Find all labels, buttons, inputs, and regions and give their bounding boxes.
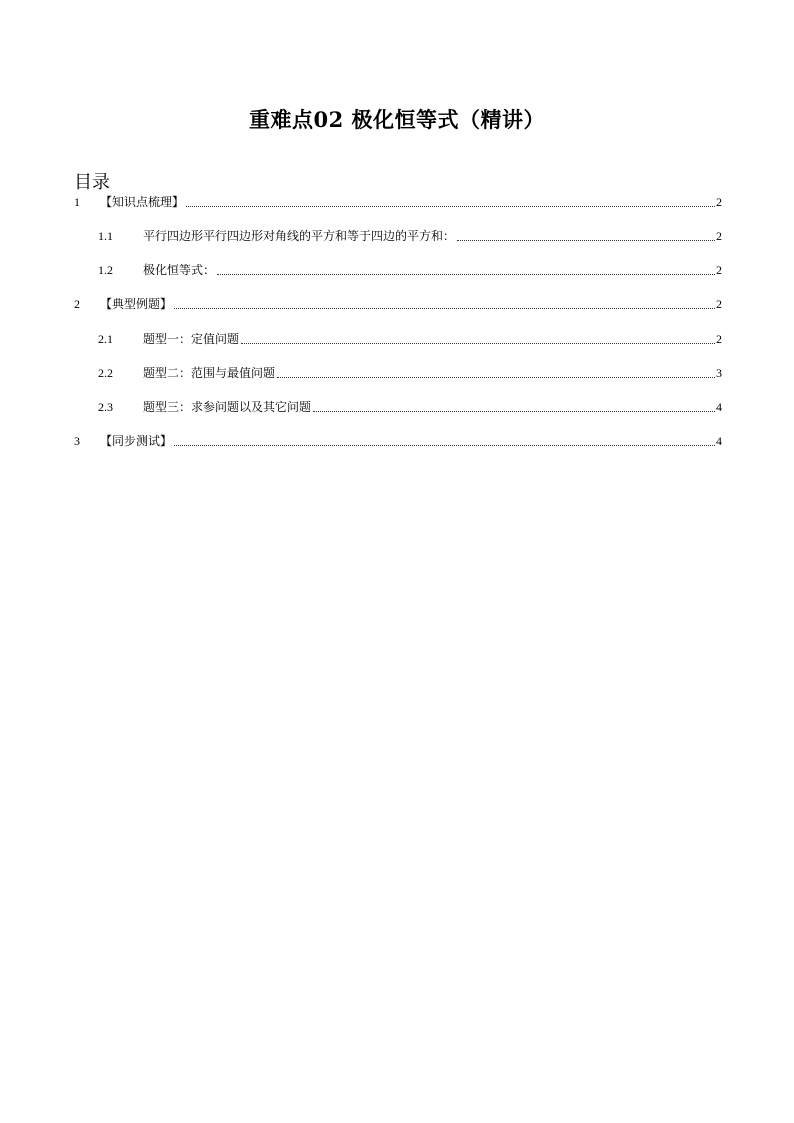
toc-entry-number: 2.3: [98, 400, 113, 414]
toc-entry-label: 【知识点梳理】: [100, 195, 185, 209]
toc-entry-typical-examples[interactable]: [74, 294, 722, 312]
toc-entry-parallelogram-diagonals[interactable]: [98, 226, 722, 244]
toc-entry-page: 4: [716, 400, 722, 414]
toc-entry-type-one[interactable]: [98, 329, 722, 347]
toc-entry-page: 2: [716, 195, 722, 209]
toc-dot-leader: [217, 273, 715, 275]
toc-dot-leader: [313, 410, 715, 412]
document-title: 重难点02 极化恒等式（精讲）: [248, 107, 546, 132]
toc-entry-number: 2: [74, 297, 80, 311]
toc-entry-number: 2.1: [98, 332, 113, 346]
toc-entry-number: 1: [74, 195, 80, 209]
toc-entry-page: 2: [716, 297, 722, 311]
toc-entry-label: 【典型例题】: [100, 297, 173, 311]
toc-heading: 目录: [74, 172, 110, 193]
toc-entry-label: 题型一：定值问题: [143, 332, 240, 346]
toc-entry-type-two[interactable]: [98, 363, 722, 381]
toc-entry-label: 题型二：范围与最值问题: [143, 366, 276, 380]
toc-entry-label: 【同步测试】: [100, 434, 173, 448]
toc-entry-label: 极化恒等式：: [143, 263, 216, 277]
toc-entry-page: 4: [716, 434, 722, 448]
toc-entry-label: 平行四边形平行四边形对角线的平方和等于四边的平方和：: [143, 229, 456, 243]
toc-entry-page: 2: [716, 263, 722, 277]
toc-dot-leader: [174, 307, 715, 309]
toc-entry-polarization-identity[interactable]: [98, 260, 722, 278]
toc-entry-knowledge-points[interactable]: [74, 192, 722, 210]
toc-entry-page: 2: [716, 229, 722, 243]
toc-entry-page: 2: [716, 332, 722, 346]
toc-entry-number: 2.2: [98, 366, 113, 380]
toc-dot-leader: [277, 376, 715, 378]
toc-dot-leader: [186, 205, 715, 207]
toc-dot-leader: [174, 444, 715, 446]
toc-dot-leader: [241, 342, 715, 344]
toc-entry-type-three[interactable]: [98, 397, 722, 415]
toc-entry-number: 3: [74, 434, 80, 448]
toc-entry-label: 题型三：求参问题以及其它问题: [143, 400, 312, 414]
toc-dot-leader: [457, 239, 715, 241]
toc-entry-sync-test[interactable]: [74, 431, 722, 449]
toc-entry-page: 3: [716, 366, 722, 380]
toc-entry-number: 1.2: [98, 263, 113, 277]
toc-entry-number: 1.1: [98, 229, 113, 243]
